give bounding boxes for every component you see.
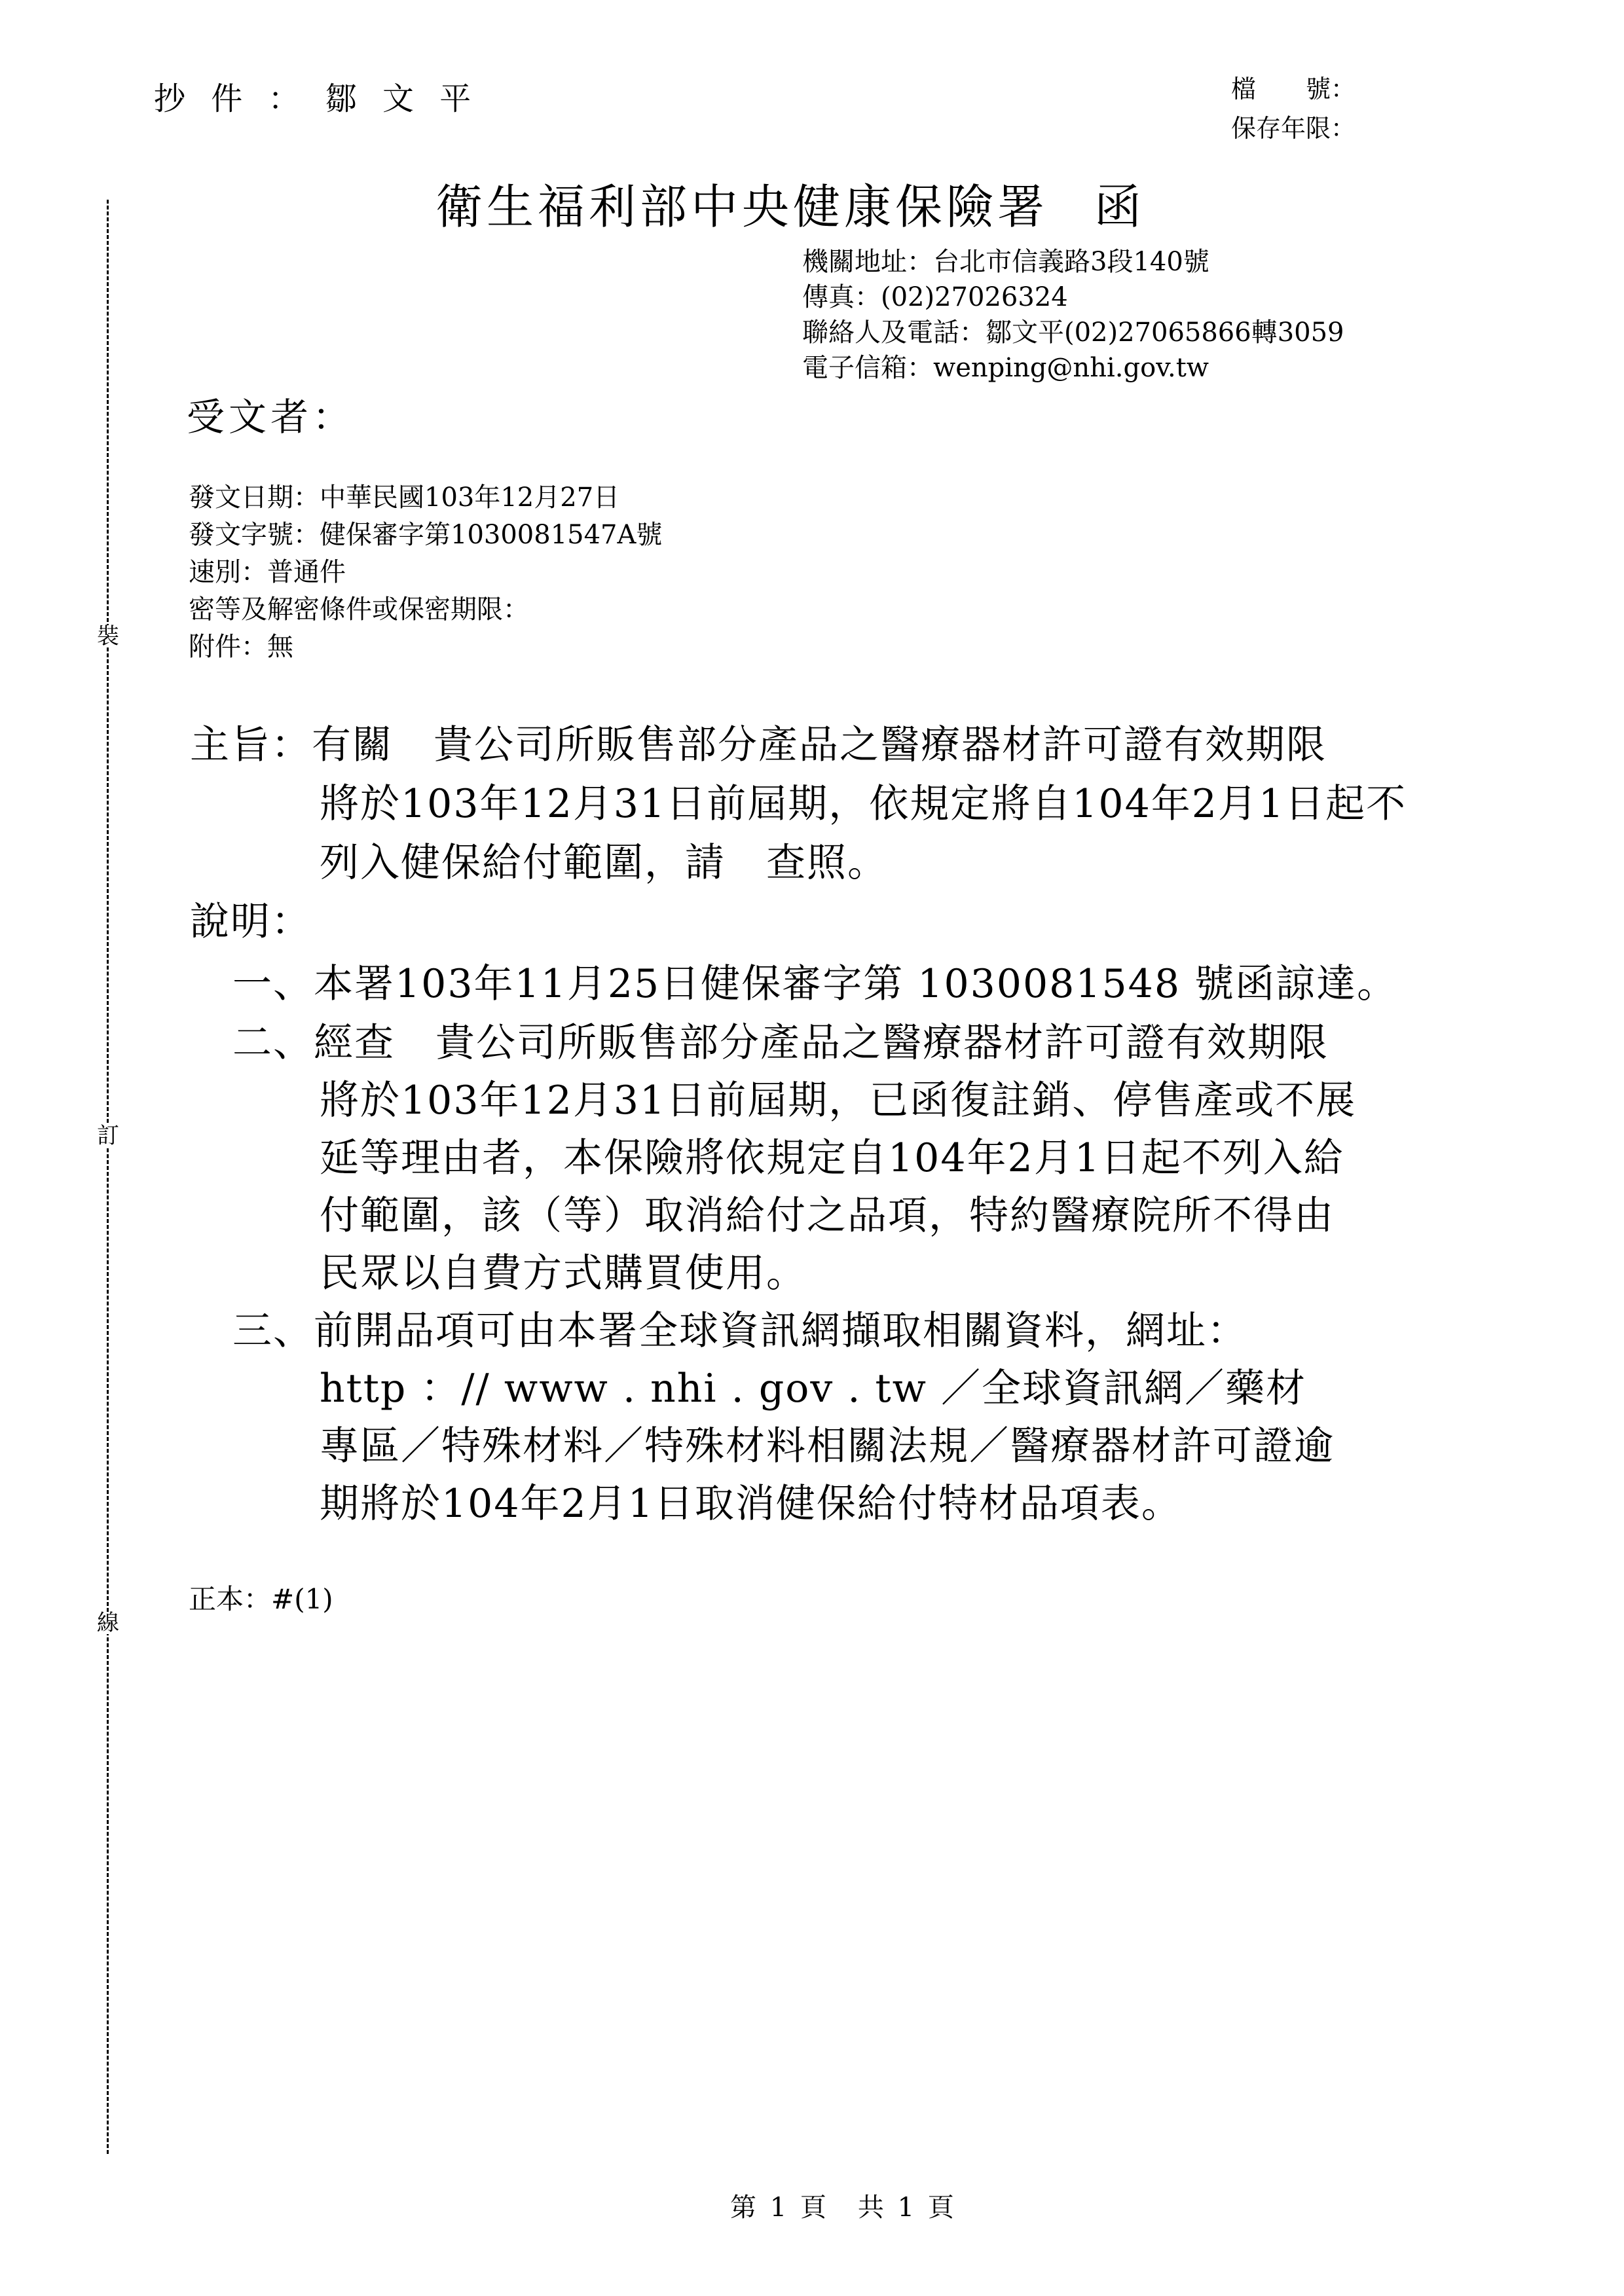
binding-margin-line [107,200,109,2154]
margin-mark-bind: 裝 [97,623,119,649]
margin-mark-line: 線 [97,1610,119,1636]
issue-date: 發文日期：中華民國103年12月27日 [189,483,620,513]
file-number-label: 檔 號： [1231,75,1356,103]
subject-line-2: 將於103年12月31日前屆期，依規定將自104年2月1日起不 [320,781,1407,827]
delivery-speed: 速別：普通件 [189,557,346,587]
explanation-item-3-url: http ：// www . nhi . gov . tw ／全球資訊網／藥材 [320,1366,1307,1412]
explanation-item-3-line-4: 期將於104年2月1日取消健保給付特材品項表。 [320,1481,1182,1527]
explanation-item-2-line-4: 付範圍，該（等）取消給付之品項，特約醫療院所不得由 [320,1193,1335,1239]
explanation-item-3-line-3: 專區／特殊材料／特殊材料相關法規／醫療器材許可證逾 [320,1423,1335,1469]
copy-to: 抄 件 ： 鄒 文 平 [154,81,479,117]
explanation-item-2-line-2: 將於103年12月31日前屆期，已函復註銷、停售產或不展 [320,1078,1357,1123]
agency-name: 衛生福利部中央健康保險署 [435,179,1049,234]
document-type: 函 [1094,179,1146,234]
explanation-item-2-line-1: 二、經查 貴公司所販售部分產品之醫療器材許可證有效期限 [232,1020,1329,1066]
agency-fax: 傳真：(02)27026324 [802,282,1068,312]
contact-person: 聯絡人及電話：鄒文平(02)27065866轉3059 [802,318,1344,348]
attachments: 附件：無 [189,632,293,662]
recipient-label: 受文者： [187,395,355,439]
explanation-item-2-line-3: 延等理由者，本保險將依規定自104年2月1日起不列入給 [320,1135,1344,1181]
margin-mark-staple: 訂 [97,1123,119,1149]
explanation-heading: 說明： [190,899,312,945]
document-title [435,169,1145,237]
explanation-item-2-line-5: 民眾以自費方式購買使用。 [320,1250,807,1296]
agency-address: 機關地址：台北市信義路3段140號 [802,247,1209,277]
subject-line-3: 列入健保給付範圍，請 查照。 [320,840,888,886]
secrecy-level: 密等及解密條件或保密期限： [189,594,529,625]
contact-email: 電子信箱：wenping@nhi.gov.tw [802,353,1209,383]
explanation-item-1: 一、本署103年11月25日健保審字第 1030081548 號函諒達。 [232,961,1398,1007]
original-copy-recipients: 正本：#(1) [189,1583,333,1615]
retention-period-label: 保存年限： [1231,114,1356,143]
explanation-item-3-line-1: 三、前開品項可由本署全球資訊網擷取相關資料，網址： [232,1308,1247,1354]
reference-number: 發文字號：健保審字第1030081547A號 [189,520,663,550]
subject-line-1: 主旨：有關 貴公司所販售部分產品之醫療器材許可證有效期限 [190,722,1327,768]
page-indicator: 第 1 頁 共 1 頁 [730,2193,957,2223]
